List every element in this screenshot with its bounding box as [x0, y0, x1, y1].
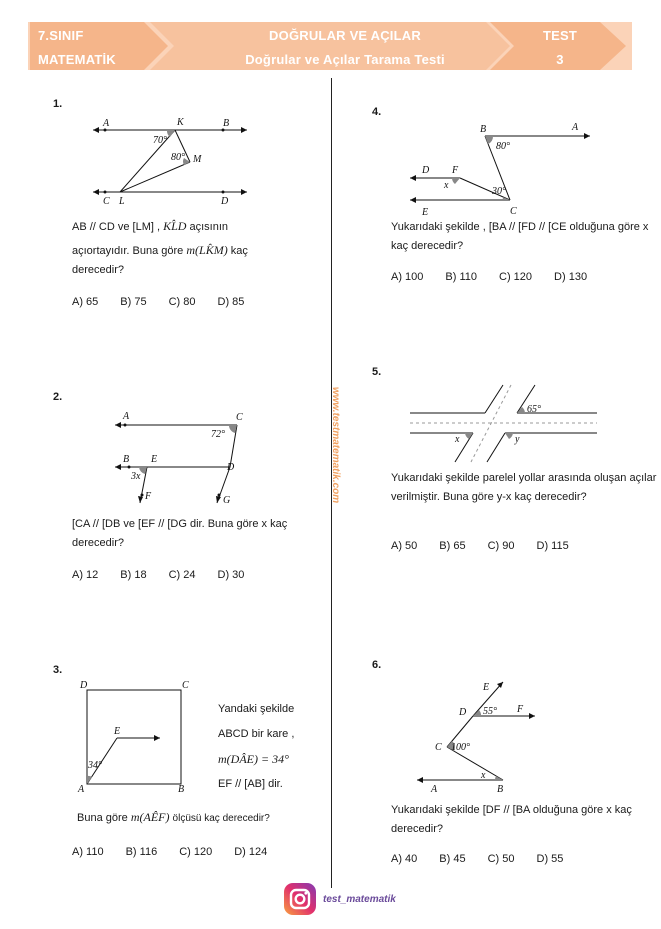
question-1-number: 1. [53, 98, 63, 110]
q2-angle-72: 72° [211, 429, 225, 440]
q5-option-d[interactable]: D) 115 [536, 540, 569, 552]
q2-label-D: D [227, 462, 235, 473]
q3-angle-34: 34° [88, 760, 102, 771]
question-3-text: Buna göre m(AÊF) ölçüsü kaç derecedir? [77, 810, 270, 824]
instagram-icon [283, 882, 317, 916]
q5-angle-65: 65° [527, 404, 541, 415]
question-5-text: Yukarıdaki şekilde parelel yollar arasında oluşan açılar verilmiştir. Buna göre y-x kaç derecedir? [391, 472, 657, 503]
q1-label-K: K [177, 117, 184, 128]
grade-label: 7.SINIF [38, 28, 84, 43]
q2-angle-3x: 3x [131, 471, 141, 482]
q6-label-D: D [459, 707, 467, 718]
question-4-number: 4. [372, 106, 382, 118]
question-6-options [391, 853, 585, 865]
q3-label-D: D [80, 680, 88, 691]
q4-option-d[interactable]: D) 130 [554, 271, 588, 283]
q4-label-E: E [422, 207, 429, 218]
q4-option-c[interactable]: C) 120 [499, 271, 533, 283]
q6-label-E: E [483, 682, 490, 693]
q5-option-c[interactable]: C) 90 [487, 540, 515, 552]
q1-option-c[interactable]: C) 80 [168, 296, 196, 308]
q2-option-a[interactable]: A) 12 [72, 569, 99, 581]
header-title: DOĞRULAR VE AÇILAR [269, 28, 421, 43]
q3-label-E: E [114, 726, 121, 737]
instagram-handle: test_matematik [323, 893, 396, 905]
q1-label-C: C [103, 196, 110, 207]
q3-label-C: C [182, 680, 189, 691]
q2-option-d[interactable]: D) 30 [217, 569, 245, 581]
header-band [0, 0, 661, 80]
question-2-number: 2. [53, 391, 63, 403]
q2-label-B: B [123, 454, 130, 465]
question-3-figure [72, 678, 197, 798]
q2-label-C: C [236, 412, 243, 423]
q2-option-b[interactable]: B) 18 [120, 569, 147, 581]
q4-option-b[interactable]: B) 110 [445, 271, 478, 283]
q2-label-G: G [223, 495, 231, 506]
question-4-options [391, 271, 609, 283]
question-5-figure [405, 380, 605, 470]
q1-option-b[interactable]: B) 75 [120, 296, 147, 308]
q1-angle-70: 70° [153, 135, 167, 146]
q6-label-B: B [497, 784, 504, 795]
q6-label-x: x [481, 770, 486, 781]
q2-label-A: A [123, 411, 130, 422]
q5-option-b[interactable]: B) 65 [439, 540, 466, 552]
question-4-figure [400, 118, 600, 223]
q4-label-C: C [510, 206, 517, 217]
q4-angle-80: 80° [496, 141, 510, 152]
question-1-figure [85, 112, 255, 212]
q1-label-D: D [221, 196, 229, 207]
subject-label: MATEMATİK [38, 52, 116, 67]
question-3-options [72, 846, 289, 858]
q4-label-x: x [444, 180, 449, 191]
question-1-text: AB // CD ve [LM] , KL̂D açısının açıortayıdır. Buna göre m(LK̂M) kaç derecedir? [72, 219, 248, 276]
q3-option-c[interactable]: C) 120 [179, 846, 213, 858]
question-6-figure [405, 672, 555, 797]
q3-option-a[interactable]: A) 110 [72, 846, 104, 858]
q3-option-b[interactable]: B) 116 [125, 846, 158, 858]
question-6-number: 6. [372, 659, 382, 671]
q4-label-B: B [480, 124, 487, 135]
question-3-side-text: Yandaki şekilde ABCD bir kare , m(DÂE) = 34° EF // [AB] dir. [218, 703, 295, 790]
instagram-footer[interactable] [283, 882, 396, 916]
q3-label-B: B [178, 784, 185, 795]
question-2-options [72, 569, 266, 581]
q5-label-y: y [515, 434, 520, 445]
q3-label-A: A [78, 784, 85, 795]
q5-label-x: x [455, 434, 460, 445]
test-label: TEST [542, 28, 578, 43]
q6-option-c[interactable]: C) 50 [487, 853, 515, 865]
question-5-number: 5. [372, 366, 382, 378]
q4-label-A: A [572, 122, 579, 133]
q1-label-M: M [193, 154, 202, 165]
q6-label-C: C [435, 742, 442, 753]
q6-option-a[interactable]: A) 40 [391, 853, 418, 865]
question-2-figure [105, 405, 255, 515]
q6-angle-100: 100° [451, 742, 470, 753]
q1-angle-80: 80° [171, 152, 185, 163]
question-4-text: Yukarıdaki şekilde , [BA // [FD // [CE olduğuna göre x kaç derecedir? [391, 221, 649, 252]
q1-option-a[interactable]: A) 65 [72, 296, 99, 308]
question-6-text: Yukarıdaki şekilde [DF // [BA olduğuna göre x kaç derecedir? [391, 804, 632, 835]
q2-option-c[interactable]: C) 24 [168, 569, 196, 581]
q1-label-L: L [119, 196, 125, 207]
header-subtitle: Doğrular ve Açılar Tarama Testi [245, 52, 445, 67]
q3-option-d[interactable]: D) 124 [234, 846, 268, 858]
question-2-text: [CA // [DB ve [EF // [DG dir. Buna göre x kaç derecedir? [72, 518, 288, 549]
q1-label-A: A [103, 118, 110, 129]
q6-option-b[interactable]: B) 45 [439, 853, 466, 865]
q4-label-D: D [422, 165, 430, 176]
q6-label-A: A [431, 784, 438, 795]
q4-label-F: F [452, 165, 459, 176]
q2-label-E: E [151, 454, 158, 465]
svg-text:www.testmatematik.com: www.testmatematik.com [330, 386, 341, 504]
q6-option-d[interactable]: D) 55 [536, 853, 564, 865]
q6-angle-55: 55° [483, 706, 497, 717]
question-3-number: 3. [53, 664, 63, 676]
q6-label-F: F [517, 704, 524, 715]
website-watermark [318, 375, 348, 515]
q4-angle-30: 30° [492, 186, 506, 197]
q5-option-a[interactable]: A) 50 [391, 540, 418, 552]
question-5-options [391, 540, 591, 552]
q1-label-B: B [223, 118, 230, 129]
question-1-options [72, 296, 266, 308]
q2-label-F: F [145, 491, 152, 502]
test-number: 3 [556, 52, 564, 67]
q1-option-d[interactable]: D) 85 [217, 296, 245, 308]
q4-option-a[interactable]: A) 100 [391, 271, 424, 283]
